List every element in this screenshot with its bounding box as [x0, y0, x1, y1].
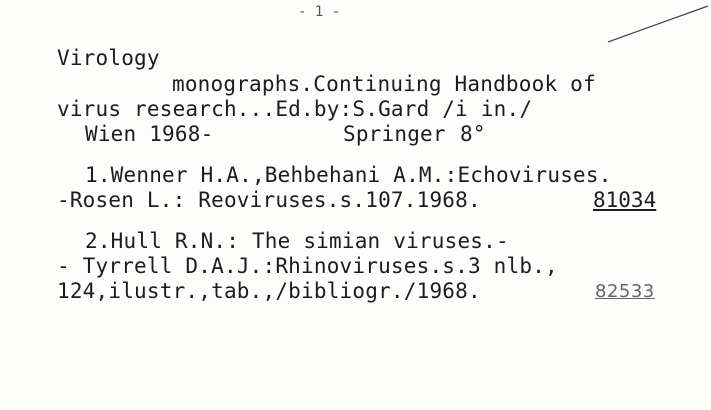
subject-heading: Virology	[57, 46, 160, 70]
imprint-format: 8°	[460, 122, 486, 146]
corner-pencil-stroke	[600, 0, 711, 50]
volume-1-accession-number: 81034	[593, 188, 657, 212]
volume-1-line-1: 1.Wenner H.A.,Behbehani A.M.:Echoviruses.	[85, 163, 612, 187]
volume-2-line-2: - Tyrrell D.A.J.:Rhinoviruses.s.3 nlb.,	[57, 254, 558, 278]
title-line-2: virus research...Ed.by:S.Gard /i in./	[57, 97, 533, 121]
volume-1-line-2: -Rosen L.: Reoviruses.s.107.1968.	[57, 188, 481, 212]
title-line-1: monographs.Continuing Handbook of	[172, 72, 596, 96]
volume-2-line-3: 124,ilustr.,tab.,/bibliogr./1968.	[57, 279, 481, 303]
imprint-publisher: Springer	[343, 122, 446, 146]
imprint-place-year: Wien 1968-	[85, 122, 214, 146]
volume-2-accession-number: 82533	[595, 281, 655, 302]
page-marker: - 1 -	[298, 4, 341, 20]
volume-2-line-1: 2.Hull R.N.: The simian viruses.-	[85, 229, 509, 253]
